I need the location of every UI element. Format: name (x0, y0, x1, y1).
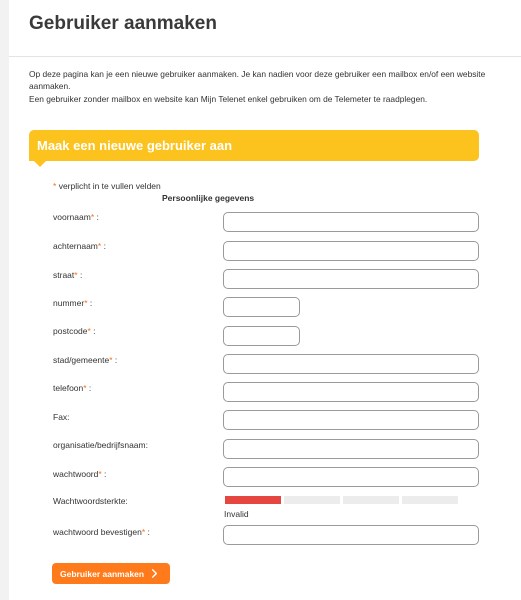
label-wachtwoord: wachtwoord* : (53, 469, 107, 479)
label-postcode: postcode* : (53, 326, 96, 336)
strength-segment-1 (225, 496, 281, 504)
page-header (9, 0, 521, 57)
nummer-input[interactable] (223, 297, 300, 317)
stad-gemeente-input[interactable] (223, 354, 479, 374)
intro-line-1: Op deze pagina kan je een nieuwe gebruiker aanmaken. Je kan nadien voor deze gebruiker een mailbox en/of een website aanmaken. (29, 69, 486, 92)
postcode-input[interactable] (223, 326, 300, 346)
strength-segment-4 (402, 496, 458, 504)
intro-line-2: Een gebruiker zonder mailbox en website kan Mijn Telenet enkel gebruiken om de Telemeter te raadplegen. (29, 93, 428, 104)
password-strength-status: Invalid (224, 509, 249, 519)
chevron-right-icon (149, 568, 160, 579)
required-note (53, 181, 161, 191)
create-user-button[interactable] (52, 563, 170, 584)
label-telefoon: telefoon* : (53, 383, 92, 393)
intro-text (29, 68, 504, 105)
telefoon-input[interactable] (223, 382, 479, 402)
form-banner: Maak een nieuwe gebruiker aan (29, 130, 479, 161)
organisatie-input[interactable] (223, 439, 479, 459)
label-stad-gemeente: stad/gemeente* : (53, 355, 118, 365)
form-banner-pointer (33, 160, 47, 167)
page (9, 0, 521, 600)
password-strength-meter (225, 496, 458, 504)
required-note-text: verplicht in te vullen velden (58, 181, 161, 191)
strength-segment-3 (343, 496, 399, 504)
voornaam-input[interactable] (223, 212, 479, 232)
label-fax: Fax: (53, 412, 70, 422)
straat-input[interactable] (223, 269, 479, 289)
label-achternaam: achternaam* : (53, 241, 106, 251)
section-title: Persoonlijke gegevens (162, 193, 255, 203)
label-nummer: nummer* : (53, 298, 93, 308)
wachtwoord-bevestigen-input[interactable] (223, 525, 479, 545)
label-wachtwoordsterkte: Wachtwoordsterkte: (53, 496, 128, 506)
required-star: * (53, 181, 57, 191)
label-voornaam: voornaam* : (53, 212, 99, 222)
label-straat: straat* : (53, 270, 83, 280)
achternaam-input[interactable] (223, 241, 479, 261)
fax-input[interactable] (223, 410, 479, 430)
page-title: Gebruiker aanmaken (29, 13, 217, 34)
label-organisatie: organisatie/bedrijfsnaam: (53, 440, 148, 450)
label-wachtwoord-bevestigen: wachtwoord bevestigen* : (53, 527, 150, 537)
create-user-button-label: Gebruiker aanmaken (60, 568, 145, 579)
wachtwoord-input[interactable] (223, 467, 479, 487)
strength-segment-2 (284, 496, 340, 504)
